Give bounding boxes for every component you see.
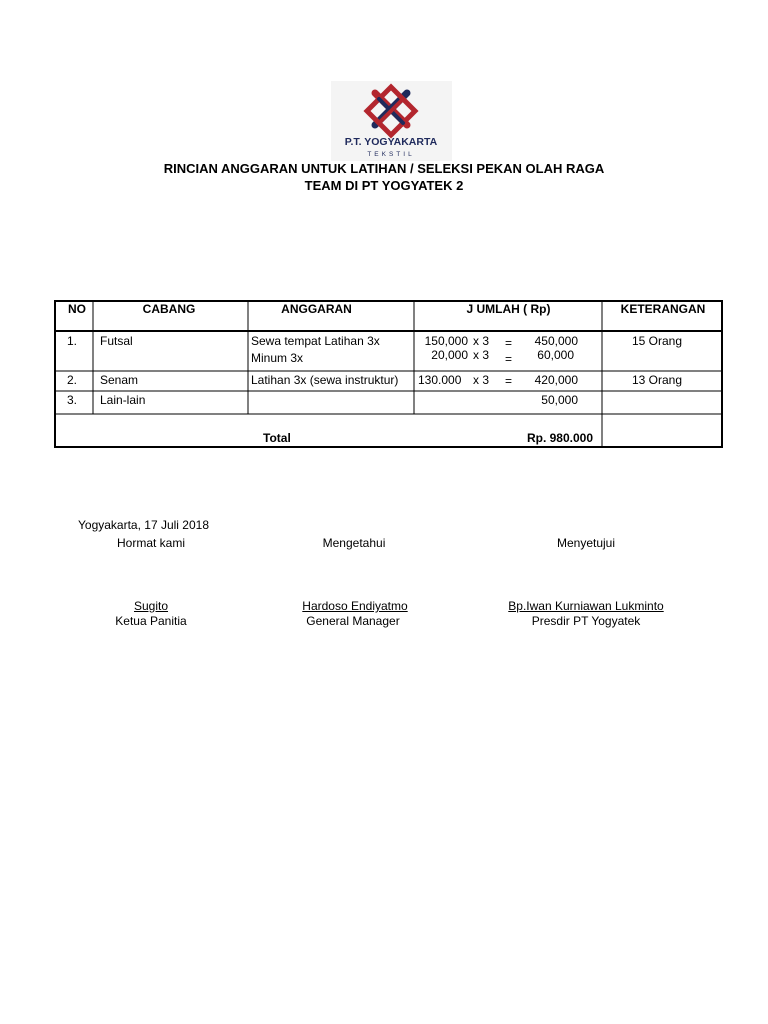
row2-no: 2. [67,373,78,387]
row1-result-2: 60,000 [537,348,574,362]
row1-price-1: 150,000 [424,334,468,348]
signature-name-2: Hardoso Endiyatmo [302,599,408,613]
signature-role-2: General Manager [306,614,400,628]
row1-eq-2: = [505,352,513,366]
total-value: Rp. 980.000 [526,431,593,445]
row2-result: 420,000 [534,373,578,387]
row3-cabang: Lain-lain [100,393,146,407]
header-jumlah: J UMLAH ( Rp) [466,302,551,316]
total-label: Total [263,431,291,445]
row1-anggaran-line2: Minum 3x [251,351,304,365]
row1-mult-1: x 3 [473,334,490,348]
company-logo [331,81,452,161]
document-subtitle: TEAM DI PT YOGYATEK 2 [304,178,464,193]
header-anggaran: ANGGARAN [281,302,352,316]
row1-cabang: Futsal [100,334,133,348]
signature-greeting-2: Mengetahui [322,536,386,550]
row1-eq-1: = [505,336,513,350]
row2-cabang: Senam [100,373,139,387]
header-cabang: CABANG [142,302,196,316]
signature-greeting-1: Hormat kami [116,536,185,550]
row2-price: 130.000 [418,373,462,387]
document-title: RINCIAN ANGGARAN UNTUK LATIHAN / SELEKSI PEKAN OLAH RAGA [163,161,605,176]
row1-anggaran-line1: Sewa tempat Latihan 3x [251,334,380,348]
yogyakarta-knot-emblem [331,81,452,161]
header-keterangan: KETERANGAN [620,302,706,316]
signature-role-1: Ketua Panitia [115,614,187,628]
row1-result-1: 450,000 [534,334,578,348]
signature-name-3: Bp.Iwan Kurniawan Lukminto [508,599,664,613]
row1-mult-2: x 3 [473,348,490,362]
row2-mult: x 3 [473,373,490,387]
header-no: NO [68,302,86,316]
budget-table [54,300,724,449]
row1-no: 1. [67,334,78,348]
row1-price-2: 20,000 [431,348,468,362]
row1-keterangan: 15 Orang [632,334,683,348]
row2-eq: = [505,374,513,388]
row2-keterangan: 13 Orang [632,373,683,387]
signature-greeting-3: Menyetujui [556,536,616,550]
signature-name-1: Sugito [133,599,169,613]
place-date: Yogyakarta, 17 Juli 2018 [78,518,209,532]
row3-no: 3. [67,393,78,407]
signature-role-3: Presdir PT Yogyatek [531,614,641,628]
logo-subtitle: TEKSTIL [367,151,415,158]
logo-company-name: P.T. YOGYAKARTA [344,136,438,148]
row3-result: 50,000 [541,393,578,407]
row2-anggaran: Latihan 3x (sewa instruktur) [251,373,399,387]
